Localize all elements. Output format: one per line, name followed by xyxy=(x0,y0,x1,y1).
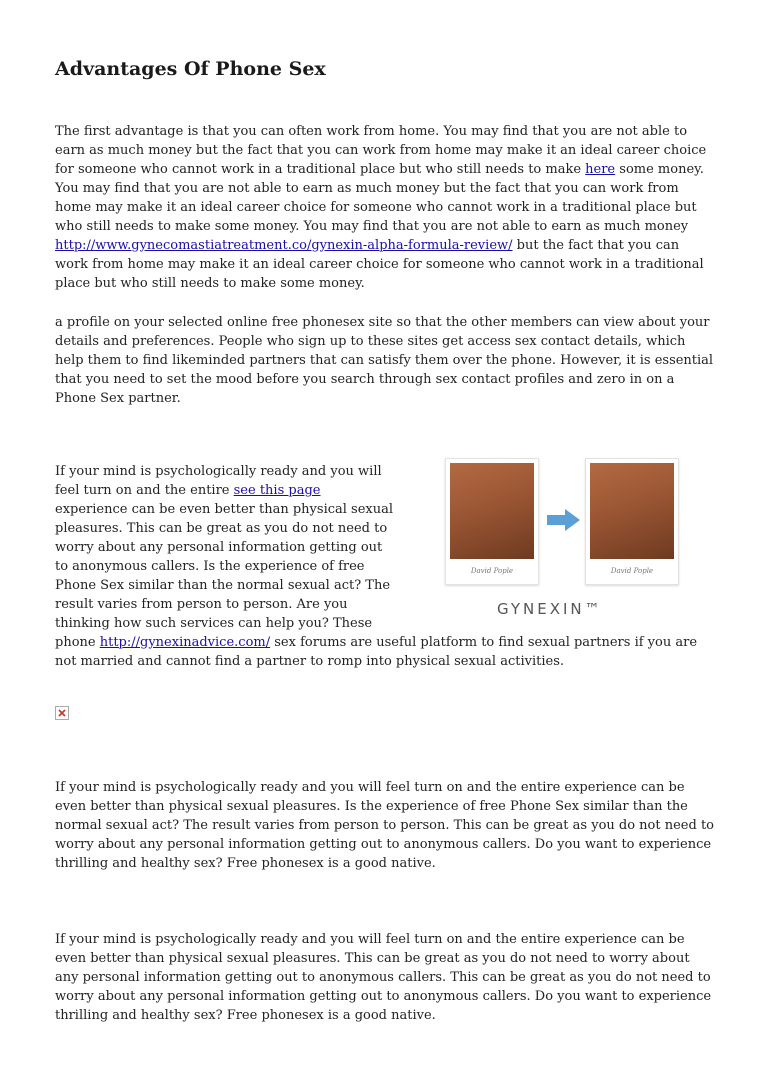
paragraph-1-text-b: some money. You may find that you are not able to earn as much money but the fact that you can work from home may make it an ideal career choice for someone who cannot work in a traditional place but who still needs to make some money. You may find that you are not able to earn as much money xyxy=(55,162,704,234)
here-link[interactable]: here xyxy=(585,162,616,177)
after-photo-signature: David Pople xyxy=(610,567,654,575)
before-photo-torso xyxy=(450,463,534,559)
paragraph-3-text-a: If your mind is psychologically ready and you will feel turn on and the entire xyxy=(55,464,382,498)
paragraph-3-text-c: sex forums are useful platform to find sexual partners if you are not married and cannot find a partner to romp into physical sexual activities. xyxy=(55,635,698,669)
before-photo-signature: David Pople xyxy=(470,567,514,575)
paragraph-2: a profile on your selected online free phonesex site so that the other members can view about your details and preferences. People who sign up to these sites get access sex contact details, which help them to find likeminded partners that can satisfy them over the phone. However, it is essential that you need to set the mood before you search through sex contact profiles and zero in on a Phone Sex partner. xyxy=(55,315,714,406)
paragraph-1-text-a: The first advantage is that you can often work from home. You may find that you are not able to earn as much money but the fact that you can work from home may make it an ideal career choice for someone who cannot work in a traditional place but who still needs to make xyxy=(55,124,707,177)
broken-image-icon xyxy=(55,706,69,720)
paragraph-1 xyxy=(55,122,715,293)
page-title: Advantages Of Phone Sex xyxy=(55,58,326,80)
paragraph-3-text-b: experience can be even better than physical sexual pleasures. This can be great as you do not need to worry about any personal information getting out to anonymous callers. Is the experience of free Phone Sex similar than the normal sexual act? The result varies from person to person. Are you thinking how such services can help you? These phone xyxy=(55,502,394,650)
gynexin-logo: GYNEXIN™ xyxy=(497,600,603,618)
paragraph-1-text-c: but the fact that you can work from home may make it an ideal career choice for someone who cannot work in a traditional place but who still needs to make some money. xyxy=(55,238,704,291)
before-photo xyxy=(445,458,539,585)
gynecomastia-review-link[interactable]: http://www.gynecomastiatreatment.co/gynexin-alpha-formula-review/ xyxy=(55,238,513,253)
paragraph-5: If your mind is psychologically ready and you will feel turn on and the entire experience can be even better than physical sexual pleasures. This can be great as you do not need to worry about any personal information getting out to anonymous callers. This can be great as you do not need to worry about any personal information getting out to anonymous callers. Do you want to experience thrilling and healthy sex? Free phonesex is a good native. xyxy=(55,932,712,1023)
arrow-right-icon xyxy=(547,508,581,532)
before-after-figure xyxy=(445,458,715,623)
after-photo xyxy=(585,458,679,585)
see-this-page-link[interactable]: see this page xyxy=(233,483,321,498)
paragraph-4: If your mind is psychologically ready and you will feel turn on and the entire experience can be even better than physical sexual pleasures. Is the experience of free Phone Sex similar than the normal sexual act? The result varies from person to person. This can be great as you do not need to worry about any personal information getting out to anonymous callers. Do you want to experience thrilling and healthy sex? Free phonesex is a good native. xyxy=(55,780,714,871)
after-photo-torso xyxy=(590,463,674,559)
gynexinadvice-link[interactable]: http://gynexinadvice.com/ xyxy=(99,635,271,650)
paragraph-3 xyxy=(55,462,715,671)
